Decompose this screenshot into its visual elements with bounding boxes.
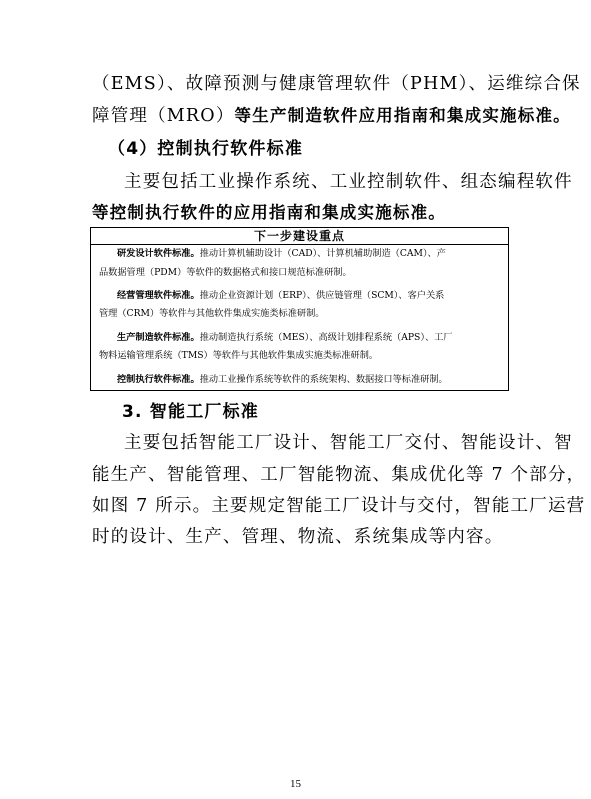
paragraph-bold-line: 等控制执行软件的应用指南和集成实施标准。 [92,203,446,222]
box-item-text: 推动工业操作系统等软件的系统架构、数据接口等标准研制。 [199,374,448,385]
box-item-label: 生产制造软件标准。 [117,332,200,343]
section-heading: （4）控制执行软件标准 [108,139,304,159]
paragraph-line: 时的设计、生产、管理、物流、系统集成等内容。 [92,527,504,547]
page-number: 15 [290,778,301,790]
box-item-line: 管理（CRM）等软件与其他软件集成实施类标准研制。 [99,308,325,319]
box-item-line [117,374,448,386]
box-item-line: 品数据管理（PDM）等软件的数据格式和接口规范标准研制。 [99,267,352,278]
box-item-line: 物料运输管理系统（TMS）等软件与其他软件集成实施类标准研制。 [99,350,379,361]
paragraph-line: 如图 7 所示。主要规定智能工厂设计与交付，智能工厂运营 [92,496,586,516]
box-title: 下一步建设重点 [91,228,508,245]
key-points-box [90,227,509,391]
paragraph-line [92,105,571,127]
box-item-label: 研发设计软件标准。 [117,248,200,259]
box-item-label: 经营管理软件标准。 [117,290,200,301]
box-item-text: 推动计算机辅助设计（CAD）、计算机辅助制造（CAM）、产 [199,248,446,259]
paragraph-line: 能生产、智能管理、工厂智能物流、集成优化等 7 个部分， [92,465,586,485]
box-item-line [117,332,453,344]
paragraph-line: （EMS）、故障预测与健康管理软件（PHM）、运维综合保 [92,74,581,94]
box-item-line [117,290,444,302]
paragraph-line: 主要包括智能工厂设计、智能工厂交付、智能设计、智 [124,433,573,453]
paragraph-bold-text: 等生产制造软件应用指南和集成实施标准。 [234,106,571,125]
box-item-text: 推动企业资源计划（ERP）、供应链管理（SCM）、客户关系 [199,290,445,301]
section-heading: 3. 智能工厂标准 [122,402,260,422]
box-item-text: 推动制造执行系统（MES）、高级计划排程系统（APS）、工厂 [199,332,453,343]
paragraph-text: 障管理（MRO） [92,106,235,126]
paragraph-line: 主要包括工业操作系统、工业控制软件、组态编程软件 [124,172,573,192]
box-item-line [117,248,446,260]
box-item-label: 控制执行软件标准。 [117,374,200,385]
